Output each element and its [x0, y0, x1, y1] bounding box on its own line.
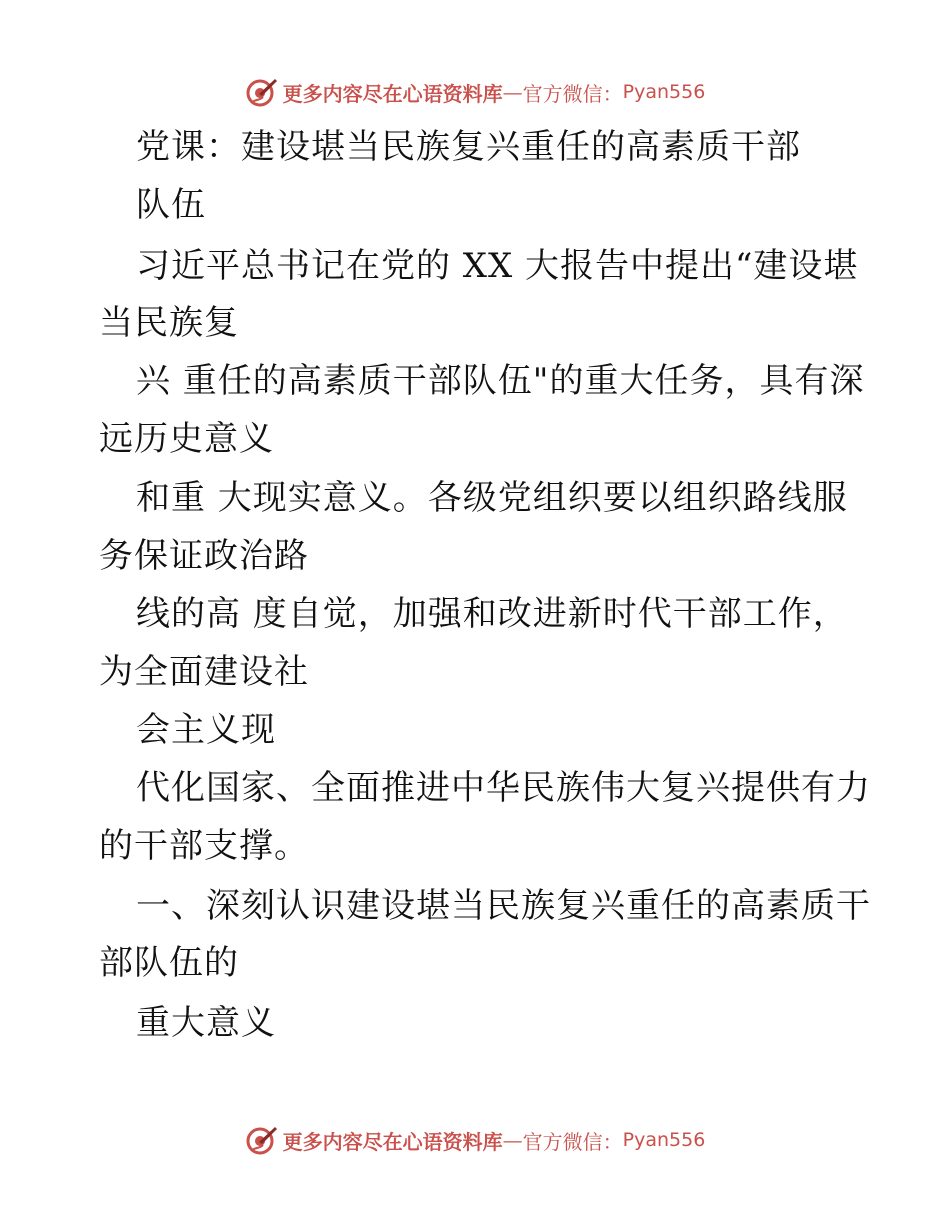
title-line-2: 队伍 — [136, 185, 206, 225]
section-heading-line: 部队伍的 — [99, 943, 239, 983]
pen-logo-icon — [245, 1123, 279, 1157]
paragraph-line: 的干部支撑。 — [99, 826, 309, 866]
watermark-wechat-id: Pyan556 — [622, 1129, 706, 1151]
watermark-wechat-label: 官方微信： — [522, 1129, 623, 1154]
watermark-title: 更多内容尽在心语资料库 — [282, 81, 503, 106]
paragraph-line: 线的高 度自觉，加强和改进新时代干部工作， — [136, 594, 848, 634]
paragraph-line: 会主义现 — [136, 710, 276, 750]
watermark-separator: — — [502, 1128, 523, 1152]
watermark-title: 更多内容尽在心语资料库 — [282, 1129, 503, 1154]
watermark-wechat-label: 官方微信： — [522, 81, 623, 106]
paragraph-line: 习近平总书记在党的 XX 大报告中提出“建设堪 — [136, 246, 859, 286]
paragraph-line: 代化国家、全面推进中华民族伟大复兴提供有力 — [136, 768, 871, 808]
section-heading-line: 一、深刻认识建设堪当民族复兴重任的高素质干 — [136, 886, 871, 926]
section-heading-line: 重大意义 — [136, 1003, 276, 1043]
paragraph-line: 为全面建设社 — [99, 652, 309, 692]
paragraph-line: 远历史意义 — [99, 419, 274, 459]
footer-watermark — [0, 1120, 950, 1160]
paragraph-line: 务保证政治路 — [99, 536, 309, 576]
watermark-wechat-id: Pyan556 — [622, 81, 706, 103]
watermark-separator: — — [502, 80, 523, 104]
title-line-1: 党课：建设堪当民族复兴重任的高素质干部 — [136, 127, 801, 167]
paragraph-line: 和重 大现实意义。各级党组织要以组织路线服 — [136, 478, 848, 518]
paragraph-line: 当民族复 — [99, 303, 239, 343]
paragraph-line: 兴 重任的高素质干部队伍"的重大任务，具有深 — [136, 361, 865, 401]
